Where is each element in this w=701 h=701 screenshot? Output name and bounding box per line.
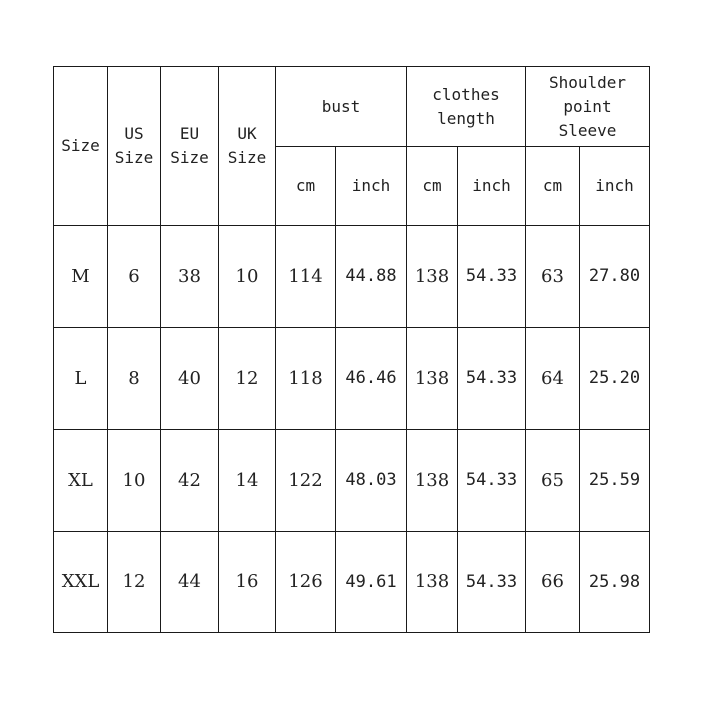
- cell-us: 8: [108, 328, 161, 430]
- cell-size: XL: [54, 430, 108, 532]
- header-shoulder-sleeve-line2: point: [563, 96, 612, 116]
- cell-length-cm: 138: [407, 328, 458, 430]
- unit-sleeve-inch: inch: [580, 147, 650, 226]
- size-chart-table: [53, 66, 650, 633]
- cell-size: XXL: [54, 532, 108, 633]
- header-us-size-line1: US: [124, 124, 144, 143]
- cell-us: 12: [108, 532, 161, 633]
- cell-sleeve-inch: 25.59: [580, 430, 650, 532]
- header-clothes-length: [407, 67, 526, 147]
- header-clothes-length-line2: length: [437, 108, 495, 128]
- cell-length-cm: 138: [407, 430, 458, 532]
- unit-bust-inch: inch: [336, 147, 407, 226]
- table-row: [54, 328, 650, 430]
- cell-length-cm: 138: [407, 532, 458, 633]
- cell-uk: 16: [219, 532, 276, 633]
- header-row-top: [54, 67, 650, 147]
- table-row: [54, 430, 650, 532]
- cell-bust-inch: 49.61: [336, 532, 407, 633]
- header-eu-size: [161, 67, 219, 226]
- header-eu-size-line1: EU: [179, 124, 200, 143]
- header-us-size-line2: Size: [114, 148, 154, 167]
- header-clothes-length-line1: clothes: [432, 84, 500, 104]
- cell-sleeve-cm: 65: [526, 430, 580, 532]
- cell-length-inch: 54.33: [458, 328, 526, 430]
- header-shoulder-sleeve-line1: Shoulder: [548, 72, 627, 92]
- header-bust: bust: [276, 67, 407, 147]
- table-row: [54, 226, 650, 328]
- cell-sleeve-inch: 25.98: [580, 532, 650, 633]
- cell-us: 6: [108, 226, 161, 328]
- cell-bust-cm: 114: [276, 226, 336, 328]
- cell-eu: 40: [161, 328, 219, 430]
- cell-eu: 44: [161, 532, 219, 633]
- header-shoulder-sleeve-line3: Sleeve: [558, 120, 617, 140]
- cell-sleeve-cm: 63: [526, 226, 580, 328]
- cell-bust-cm: 122: [276, 430, 336, 532]
- unit-length-cm: cm: [407, 147, 458, 226]
- header-uk-size-line1: UK: [237, 124, 257, 143]
- unit-sleeve-cm: cm: [526, 147, 580, 226]
- cell-size: L: [54, 328, 108, 430]
- header-eu-size-line2: Size: [170, 148, 209, 167]
- header-us-size: [108, 67, 161, 226]
- header-shoulder-sleeve: [526, 67, 650, 147]
- cell-length-inch: 54.33: [458, 226, 526, 328]
- cell-bust-cm: 126: [276, 532, 336, 633]
- cell-us: 10: [108, 430, 161, 532]
- unit-bust-cm: cm: [276, 147, 336, 226]
- cell-bust-inch: 48.03: [336, 430, 407, 532]
- cell-length-cm: 138: [407, 226, 458, 328]
- header-uk-size-line2: Size: [227, 148, 267, 167]
- header-uk-size: [219, 67, 276, 226]
- table-row: [54, 532, 650, 633]
- unit-length-inch: inch: [458, 147, 526, 226]
- cell-sleeve-inch: 27.80: [580, 226, 650, 328]
- cell-size: M: [54, 226, 108, 328]
- cell-bust-inch: 46.46: [336, 328, 407, 430]
- cell-sleeve-cm: 64: [526, 328, 580, 430]
- cell-bust-inch: 44.88: [336, 226, 407, 328]
- header-size: Size: [54, 67, 108, 226]
- cell-length-inch: 54.33: [458, 532, 526, 633]
- cell-length-inch: 54.33: [458, 430, 526, 532]
- cell-uk: 14: [219, 430, 276, 532]
- cell-sleeve-cm: 66: [526, 532, 580, 633]
- cell-uk: 12: [219, 328, 276, 430]
- cell-bust-cm: 118: [276, 328, 336, 430]
- cell-uk: 10: [219, 226, 276, 328]
- cell-sleeve-inch: 25.20: [580, 328, 650, 430]
- cell-eu: 42: [161, 430, 219, 532]
- cell-eu: 38: [161, 226, 219, 328]
